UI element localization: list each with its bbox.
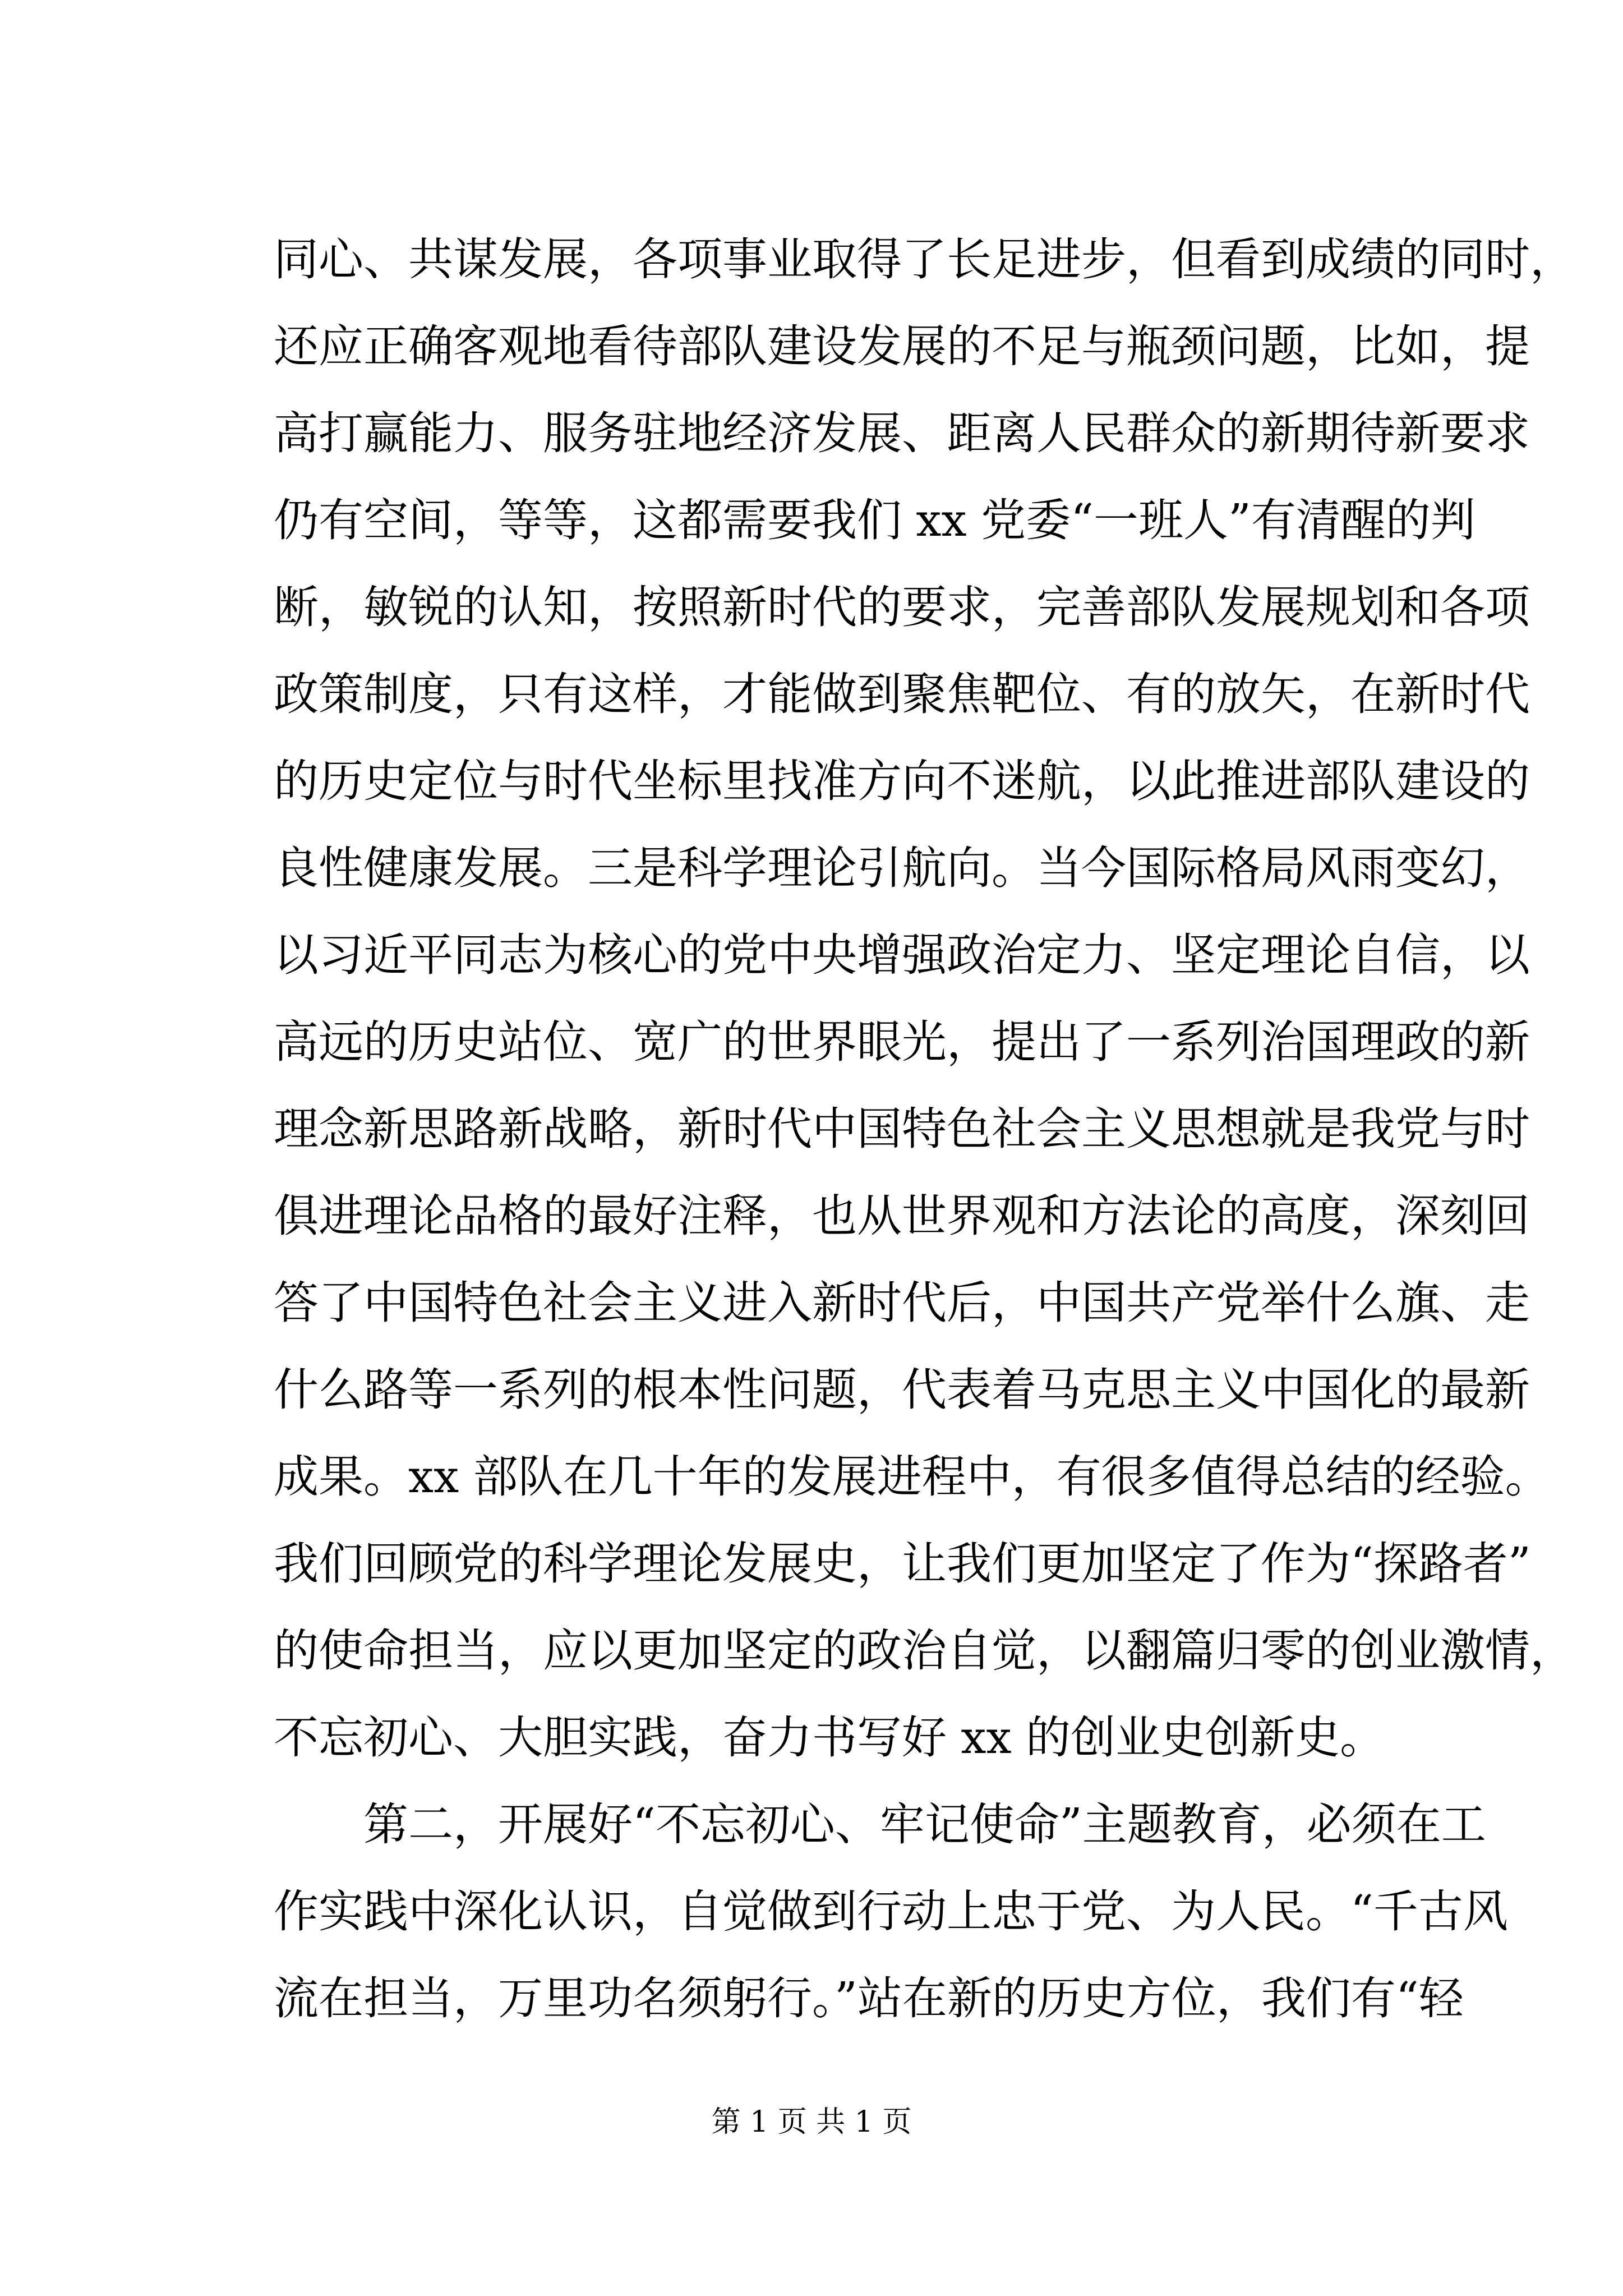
text-line: 什么路等一系列的根本性问题，代表着马克思主义中国化的最新 xyxy=(274,1364,1530,1416)
body-text xyxy=(274,216,1575,2042)
text-line: 良性健康发展。三是科学理论引航向。当今国际格局风雨变幻， xyxy=(274,842,1530,894)
text-line: 断，敏锐的认知，按照新时代的要求，完善部队发展规划和各项 xyxy=(274,581,1530,633)
text-line: 成果。xx 部队在几十年的发展进程中，有很多值得总结的经验。 xyxy=(274,1451,1550,1503)
text-line: 高打赢能力、服务驻地经济发展、距离人民群众的新期待新要求 xyxy=(274,407,1530,459)
text-line: 仍有空间，等等，这都需要我们 xx 党委“一班人”有清醒的判 xyxy=(274,494,1476,546)
text-line: 答了中国特色社会主义进入新时代后，中国共产党举什么旗、走 xyxy=(274,1277,1530,1329)
page-number-label: 第 1 页 共 1 页 xyxy=(711,2105,912,2139)
text-line: 同心、共谋发展，各项事业取得了长足进步，但看到成绩的同时， xyxy=(274,233,1575,286)
text-line: 的历史定位与时代坐标里找准方向不迷航，以此推进部队建设的 xyxy=(274,755,1530,807)
text-line: 俱进理论品格的最好注释，也从世界观和方法论的高度，深刻回 xyxy=(274,1190,1530,1242)
text-line: 流在担当，万里功名须躬行。”站在新的历史方位，我们有“轻 xyxy=(274,1972,1464,2024)
paragraph-first-line: 第二，开展好“不忘初心、牢记使命”主题教育，必须在工 xyxy=(363,1798,1486,1851)
text-line: 的使命担当，应以更加坚定的政治自觉，以翻篇归零的创业激情， xyxy=(274,1625,1575,1677)
page-footer xyxy=(0,2102,1623,2142)
text-line: 我们回顾党的科学理论发展史，让我们更加坚定了作为“探路者” xyxy=(274,1538,1531,1590)
text-line: 还应正确客观地看待部队建设发展的不足与瓶颈问题，比如，提 xyxy=(274,320,1530,372)
text-line: 以习近平同志为核心的党中央增强政治定力、坚定理论自信，以 xyxy=(274,929,1530,981)
text-line: 政策制度，只有这样，才能做到聚焦靶位、有的放矢，在新时代 xyxy=(274,668,1530,720)
text-line: 高远的历史站位、宽广的世界眼光，提出了一系列治国理政的新 xyxy=(274,1016,1530,1068)
text-line: 作实践中深化认识，自觉做到行动上忠于党、为人民。“千古风 xyxy=(274,1885,1508,1938)
paragraph-last-line: 不忘初心、大胆实践，奋力书写好 xx 的创业史创新史。 xyxy=(274,1711,1385,1764)
text-line: 理念新思路新战略，新时代中国特色社会主义思想就是我党与时 xyxy=(274,1103,1530,1155)
